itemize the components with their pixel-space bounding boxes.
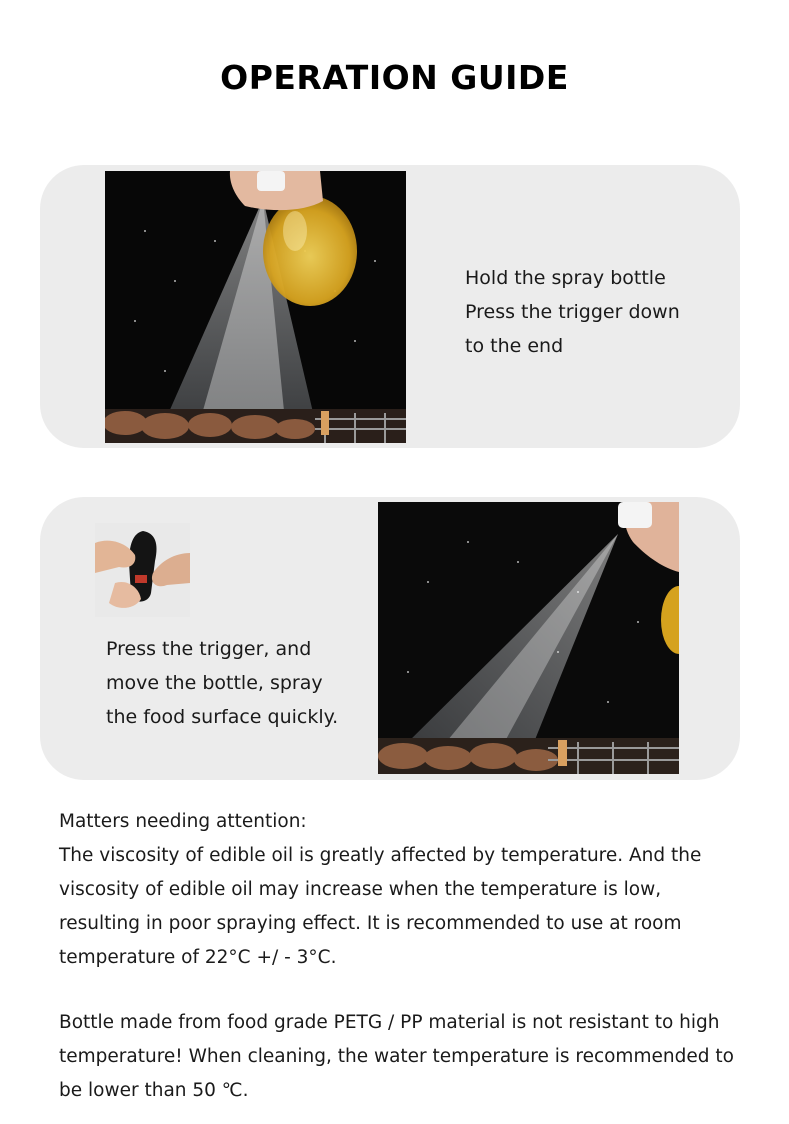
step-1-line: to the end [465, 335, 564, 357]
attention-line: viscosity of edible oil may increase when the temperature is low, [59, 879, 662, 900]
warning-line: Bottle made from food grade PETG / PP material is not resistant to high [59, 1012, 720, 1033]
step-2-line: Press the trigger, and [106, 638, 312, 660]
spray-bottle-photo [105, 171, 406, 443]
step-1-instructions [465, 261, 680, 363]
page-title: OPERATION GUIDE [220, 58, 569, 97]
attention-line: The viscosity of edible oil is greatly affected by temperature. And the [59, 845, 702, 866]
step-2-line: move the bottle, spray [106, 672, 323, 694]
step-1-line: Hold the spray bottle [465, 267, 666, 289]
step-1-line: Press the trigger down [465, 301, 680, 323]
attention-line: resulting in poor spraying effect. It is recommended to use at room [59, 913, 682, 934]
attention-line: temperature of 22°C +/ - 3°C. [59, 947, 337, 968]
step-2-instructions [106, 632, 338, 734]
attention-section [59, 805, 759, 975]
warning-line: temperature! When cleaning, the water temperature is recommended to [59, 1046, 734, 1067]
step-2-line: the food surface quickly. [106, 706, 339, 728]
attention-heading: Matters needing attention: [59, 811, 307, 832]
spraying-food-photo [378, 502, 679, 774]
warning-line: be lower than 50 ℃. [59, 1080, 249, 1101]
trigger-press-photo [95, 523, 190, 617]
material-warning [59, 1006, 759, 1108]
